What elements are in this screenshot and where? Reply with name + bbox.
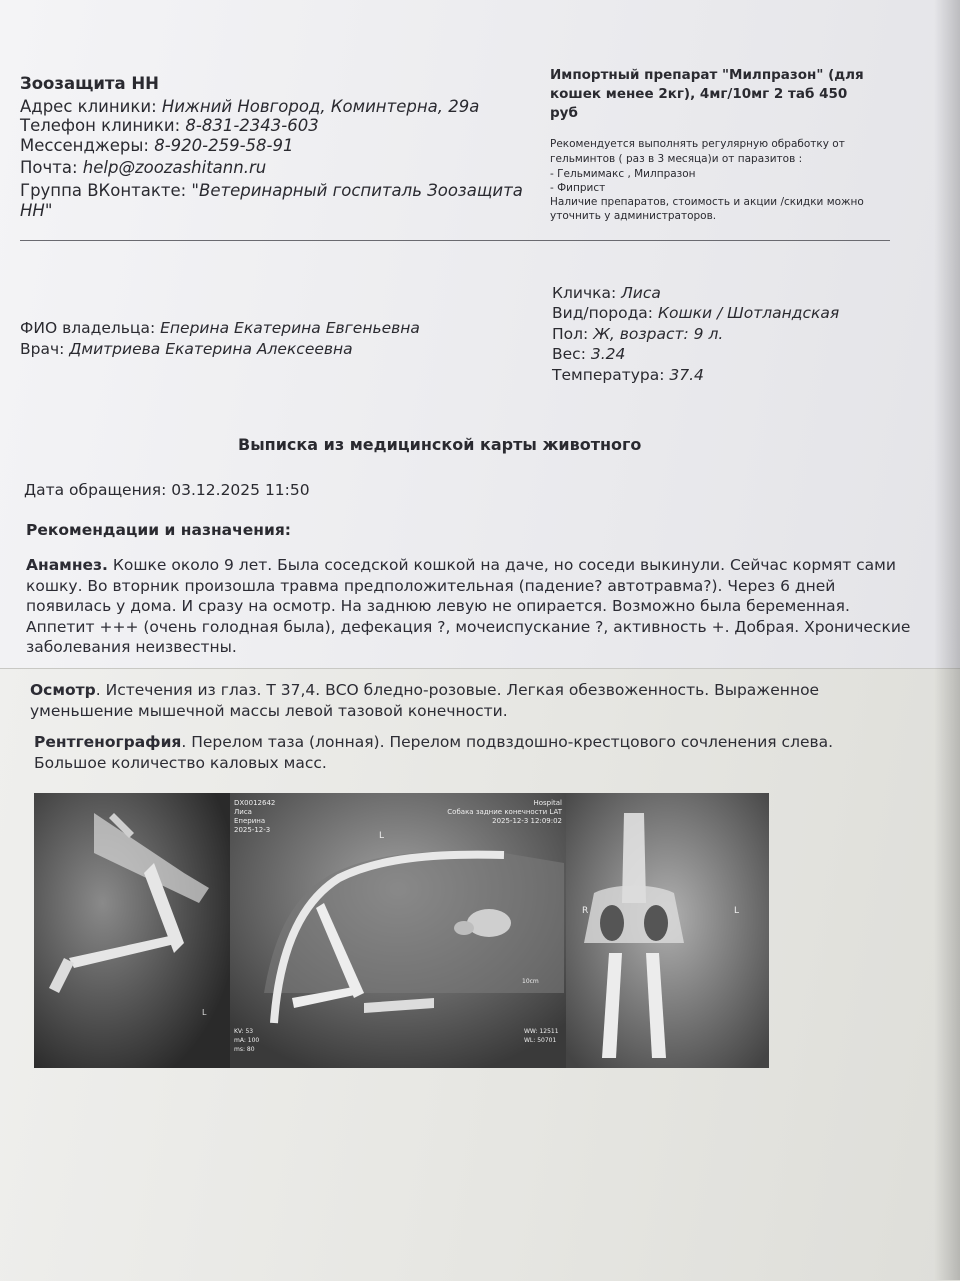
xray-panel-3	[566, 793, 769, 1068]
clinic-messengers: Мессенджеры: 8-920-259-58-91	[20, 136, 294, 155]
xray-panel-2	[230, 793, 566, 1068]
clinic-vk-cont: НН"	[20, 201, 53, 220]
panel2-ww: WW: 12511	[524, 1028, 559, 1035]
panel1-marker: L	[202, 1008, 207, 1017]
recommendations-heading: Рекомендации и назначения:	[26, 521, 291, 539]
panel2-time: 2025-12-3 12:09:02	[492, 817, 562, 825]
panel2-name1: Лиса	[234, 808, 252, 816]
panel2-marker: L	[379, 831, 385, 841]
ad-note-2: гельминтов ( раз в 3 месяца)и от паразитов :	[550, 153, 803, 165]
xray-image-strip	[34, 793, 769, 1068]
owner-name: ФИО владельца: Еперина Екатерина Евгеньевна	[20, 319, 420, 337]
anamnesis-paragraph: Анамнез. Кошке около 9 лет. Была соседской кошкой на даче, но соседи выкинули. Сейчас кормят сами кошку. Во вторник произошла травма предположительная (падение? автотравма?). Через 6 дней появилась у дома. И сразу на осмотр. На заднюю левую не опирается. Возможно была беременная. Аппетит +++ (очень голодная была), дефекация ?, мочеиспускание ?, активность +. Добрая. Хронические заболевания неизвестны.	[26, 556, 911, 656]
pet-breed: Вид/порода: Кошки / Шотландская	[552, 304, 840, 322]
panel2-hospital: Hospital	[533, 799, 562, 807]
ad-line-3: руб	[550, 105, 578, 121]
exam-paragraph: Осмотр. Истечения из глаз. Т 37,4. ВСО бледно-розовые. Легкая обезвоженность. Выраженное уменьшение мышечной массы левой тазовой конечности.	[30, 681, 820, 720]
ad-note-4: - Фиприст	[550, 182, 606, 194]
ad-line-1: Импортный препарат "Милпразон" (для	[550, 67, 864, 83]
doctor-name: Врач: Дмитриева Екатерина Алексеевна	[20, 340, 353, 358]
pet-temperature: Температура: 37.4	[552, 366, 704, 384]
pet-weight: Вес: 3.24	[552, 345, 626, 363]
pet-name: Кличка: Лиса	[552, 284, 661, 302]
ad-note-1: Рекомендуется выполнять регулярную обработку от	[550, 138, 845, 150]
panel2-name2: Еперина	[234, 817, 266, 825]
panel3-marker-l: L	[734, 906, 740, 916]
document-title: Выписка из медицинской карты животного	[238, 435, 642, 454]
header-divider	[20, 240, 890, 241]
ad-note-6: уточнить у администраторов.	[550, 210, 717, 222]
xray-images	[34, 793, 769, 1068]
panel2-desc: Собака задние конечности LAT	[447, 808, 562, 816]
panel2-scale: 10cm	[522, 978, 539, 985]
clinic-name: Зоозащита НН	[20, 74, 159, 93]
xray-panel-1	[34, 793, 230, 1068]
xray-paragraph: Рентгенография. Перелом таза (лонная). Перелом подвздошно-крестцового сочленения слева. Большое количество каловых масс.	[34, 733, 834, 772]
panel3-marker-r: R	[582, 906, 589, 916]
ad-note-5: Наличие препаратов, стоимость и акции /скидки можно	[550, 196, 864, 208]
clinic-phone: Телефон клиники: 8-831-2343-603	[20, 116, 319, 135]
ad-note-3: - Гельмимакс , Милпразон	[550, 168, 696, 180]
ad-line-2: кошек менее 2кг), 4мг/10мг 2 таб 450	[550, 86, 848, 102]
clinic-address: Адрес клиники: Нижний Новгород, Коминтерна, 29а	[20, 97, 480, 116]
clinic-vk: Группа ВКонтакте: "Ветеринарный госпиталь Зоозащита	[20, 181, 523, 200]
visit-date: Дата обращения: 03.12.2025 11:50	[24, 481, 310, 499]
clinic-email: Почта: help@zoozashitann.ru	[20, 158, 267, 177]
panel2-ms: ms: 80	[234, 1046, 255, 1053]
photo-shadow	[934, 0, 960, 1280]
panel2-wl: WL: 50701	[524, 1037, 557, 1044]
pet-sex-age: Пол: Ж, возраст: 9 л.	[552, 325, 724, 343]
panel2-date: 2025-12-3	[234, 826, 271, 834]
panel2-id: DX0012642	[234, 799, 276, 807]
panel2-kv: KV: 53	[234, 1028, 254, 1035]
panel2-ma: mA: 100	[234, 1037, 260, 1044]
